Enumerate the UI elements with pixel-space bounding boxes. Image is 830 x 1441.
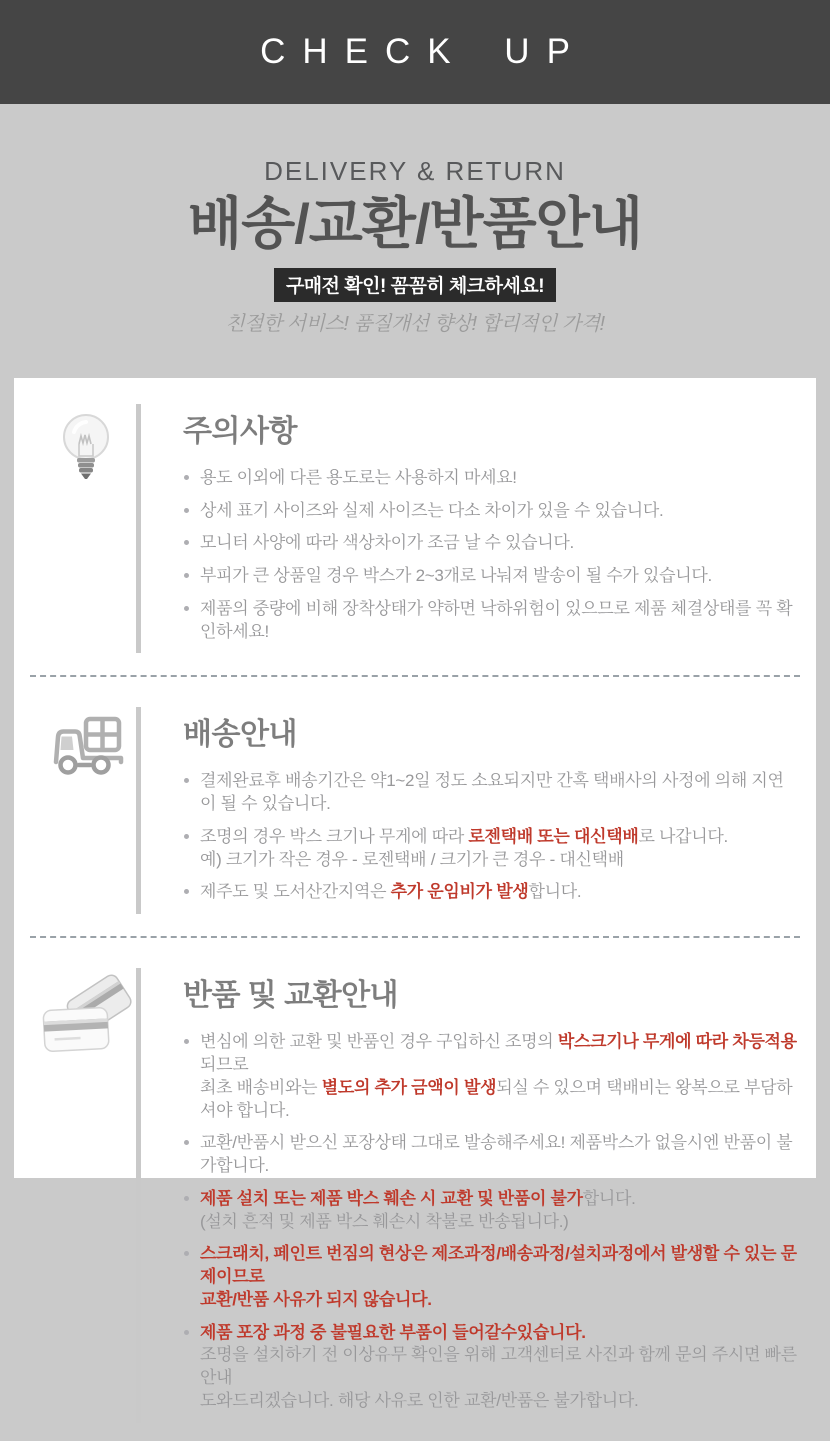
returns-list [183,1031,798,1412]
section-delivery [14,681,816,932]
list-item: 스크래치, 페인트 번짐의 현상은 제조과정/배송과정/설치과정에서 발생할 수 있는 문제이므로 교환/반품 사유가 되지 않습니다. [183,1243,798,1311]
page-title: 배송/교환/반품안내 [188,192,642,255]
section-body [141,968,798,1422]
section-body [141,404,798,654]
list-item: 교환/반품시 받으신 포장상태 그대로 발송해주세요! 제품박스가 없을시엔 반품이 불가합니다. [183,1132,798,1178]
dashed-divider [30,936,800,938]
section-title: 주의사항 [183,414,297,448]
section-body [141,707,798,914]
list-item: 제품 설치 또는 제품 박스 훼손 시 교환 및 반품이 불가합니다. (설치 흔적 및 제품 박스 훼손시 착불로 반송됩니다.) [183,1188,798,1234]
hero [0,104,830,336]
list-item: 부피가 큰 상품일 경우 박스가 2~3개로 나눠져 발송이 될 수가 있습니다. [183,565,798,588]
list-item: 조명의 경우 박스 크기나 무게에 따라 로젠택배 또는 대신택배로 나갑니다. 예) 크기가 작은 경우 - 로젠택배 / 크기가 큰 경우 - 대신택배 [183,826,798,872]
list-item: 결제완료후 배송기간은 약1~2일 정도 소요되지만 간혹 택배사의 사정에 의해 지연이 될 수 있습니다. [183,770,798,816]
top-banner [0,0,830,104]
lightbulb-icon [36,404,136,654]
precautions-list [183,467,798,644]
list-item: 제품의 중량에 비해 장착상태가 약하면 낙하위험이 있으므로 제품 체결상태를 꼭 확인하세요! [183,598,798,644]
list-item: 제주도 및 도서산간지역은 추가 운임비가 발생합니다. [183,881,798,904]
section-precautions [14,378,816,672]
list-item: 용도 이외에 다른 용도로는 사용하지 마세요! [183,467,798,490]
dashed-divider [30,675,800,677]
list-item: 제품 포장 과정 중 불필요한 부품이 들어갈수있습니다. 조명을 설치하기 전 이상유무 확인을 위해 고객센터로 사진과 함께 문의 주시면 빠른안내 도와드리겠습니다. 해당 사유로 인한 교환/반품은 불가합니다. [183,1322,798,1413]
list-item: 변심에 의한 교환 및 반품인 경우 구입하신 조명의 박스크기나 무게에 따라 차등적용되므로 최초 배송비와는 별도의 추가 금액이 발생되실 수 있으며 택배비는 왕복으로 부담하셔야 합니다. [183,1031,798,1122]
info-card [14,378,816,1410]
hero-badge: 구매전 확인! 꼼꼼히 체크하세요! [274,268,556,302]
section-returns [14,942,816,1440]
section-title: 반품 및 교환안내 [183,979,399,1013]
hero-kicker: DELIVERY & RETURN [264,156,566,186]
delivery-list [183,770,798,904]
boxes-icon [36,968,136,1422]
list-item: 모니터 사양에 따라 색상차이가 조금 날 수 있습니다. [183,532,798,555]
truck-icon [36,707,136,914]
list-item: 상세 표기 사이즈와 실제 사이즈는 다소 차이가 있을 수 있습니다. [183,500,798,523]
banner-title: CHECK UP [260,32,587,71]
section-title: 배송안내 [183,718,297,752]
hero-tagline: 친절한 서비스! 품질개선 향상! 합리적인 가격! [225,312,605,335]
